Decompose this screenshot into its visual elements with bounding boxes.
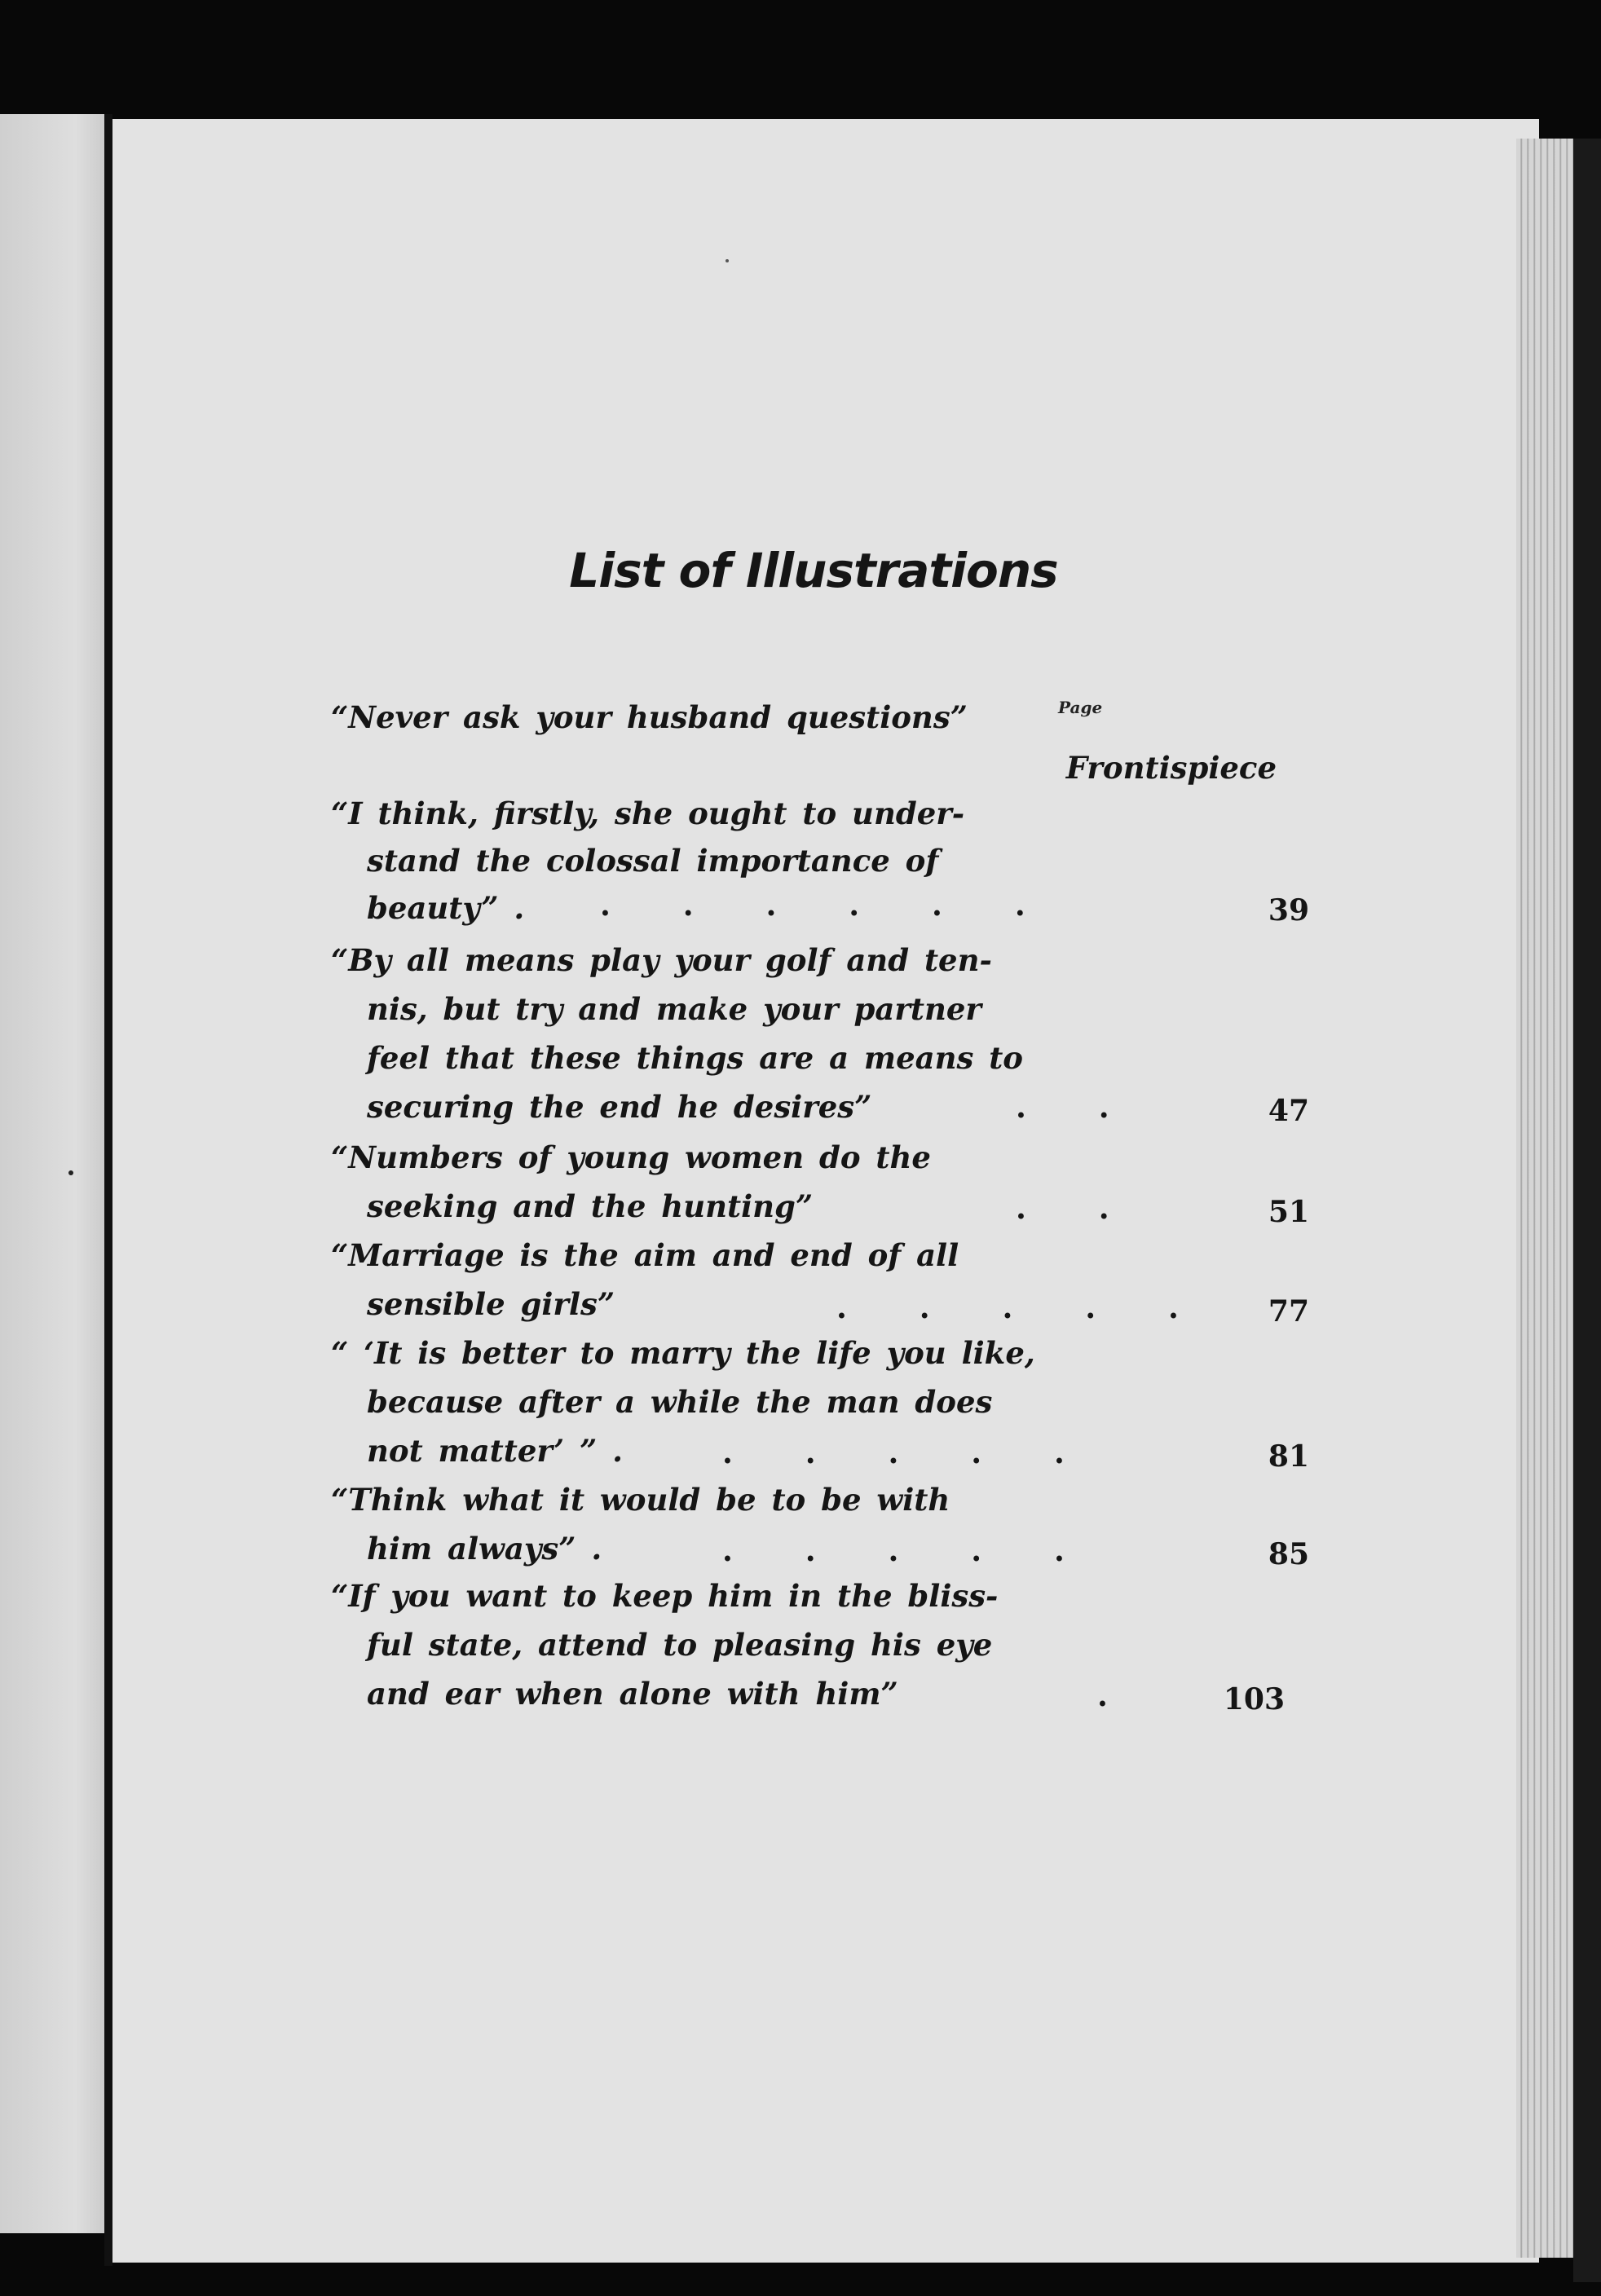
scan-speck	[68, 1170, 73, 1175]
book-page	[112, 119, 1539, 2263]
entry-page-number: 77	[1268, 1294, 1309, 1329]
leader-dots: . . . . .	[722, 1434, 1096, 1470]
leader-dots: . . . . .	[836, 1289, 1210, 1325]
entry-caption-line: securing the end he desires”	[367, 1089, 872, 1125]
entry-caption-line: sensible girls”	[367, 1286, 615, 1322]
entry-caption-line: nis, but try and make your partner	[367, 991, 981, 1027]
scan-speck	[726, 259, 729, 262]
leader-dots: . .	[1016, 1190, 1140, 1226]
leader-dots: .	[1097, 1677, 1139, 1713]
entry-page-number: 51	[1268, 1195, 1309, 1229]
entry-caption-line: beauty” .	[367, 890, 525, 926]
entry-page-number: 81	[1268, 1439, 1309, 1474]
leader-dots: . . . . .	[722, 1532, 1096, 1568]
entry-caption-line: “Think what it would be to be with	[331, 1482, 950, 1518]
page-title	[112, 543, 1539, 598]
entry-page-number: Frontispiece	[1065, 750, 1277, 786]
entry-caption-line: “I think, firstly, she ought to under-	[331, 795, 965, 831]
entry-caption-line: feel that these things are a means to	[367, 1040, 1023, 1076]
entry-caption-line: stand the colossal importance of	[367, 843, 939, 879]
entry-caption-line: seeking and the hunting”	[367, 1188, 814, 1224]
page-title-text: List of Illustrations	[569, 543, 1058, 598]
left-page-edge	[0, 114, 108, 2233]
book-gutter	[104, 114, 112, 2266]
entry-page-number: 39	[1268, 893, 1309, 928]
entry-caption-line: “Never ask your husband questions”	[331, 699, 968, 735]
entry-caption-line: “Marriage is the aim and end of all	[331, 1237, 959, 1273]
entry-caption-line: not matter’ ” .	[367, 1433, 624, 1469]
entry-page-number: 103	[1223, 1682, 1285, 1716]
leader-dots: . . . . . .	[600, 887, 1056, 923]
entry-caption-line: “If you want to keep him in the bliss-	[331, 1578, 999, 1614]
leader-dots: . .	[1016, 1089, 1140, 1125]
entry-caption-line: him always” .	[367, 1531, 602, 1567]
entry-caption-line: because after a while the man does	[367, 1384, 993, 1420]
entry-caption-line: and ear when alone with him”	[367, 1676, 898, 1712]
entry-caption-line: ful state, attend to pleasing his eye	[367, 1627, 993, 1663]
entry-page-number: 47	[1268, 1094, 1309, 1128]
stacked-page-edges	[1516, 139, 1573, 2258]
page-column-label: Page	[1058, 698, 1103, 717]
entry-page-number: 85	[1268, 1537, 1309, 1571]
entry-caption-line: “By all means play your golf and ten-	[331, 942, 992, 978]
entry-caption-line: “Numbers of young women do the	[331, 1139, 931, 1175]
book-cover-edge	[1573, 139, 1601, 2282]
entry-caption-line: “ ‘It is better to marry the life you like,	[331, 1335, 1035, 1371]
